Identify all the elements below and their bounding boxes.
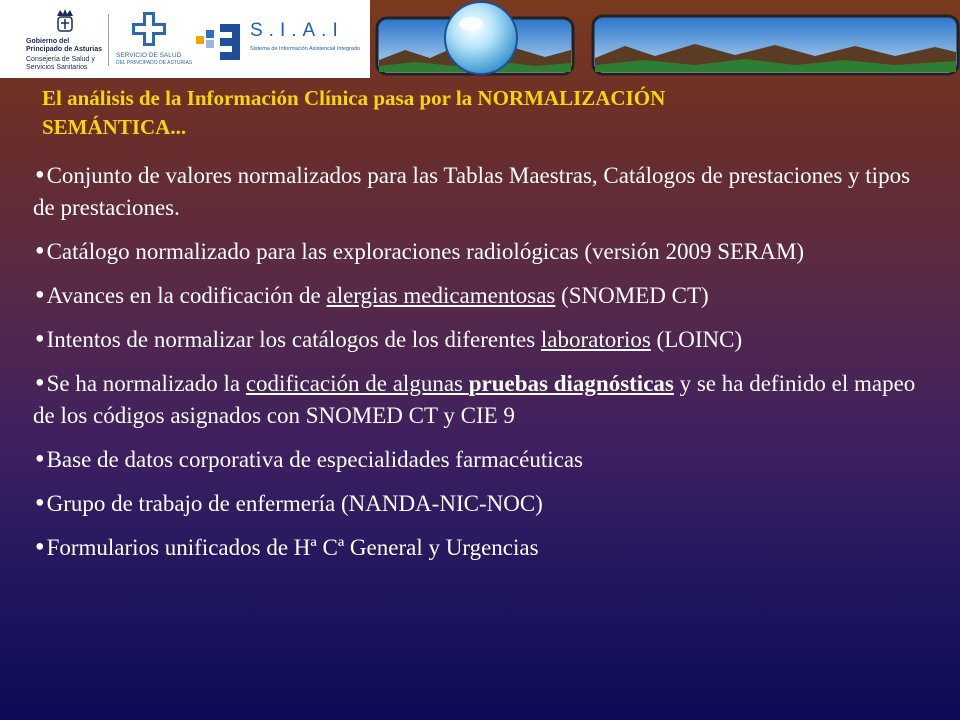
bullet-item — [33, 488, 933, 520]
title-line-1: El análisis de la Información Clínica pasa por la NORMALIZACIÓN — [42, 86, 666, 110]
bullet-item — [33, 324, 933, 356]
bullet-dot: • — [33, 239, 47, 265]
slide-title — [42, 84, 902, 142]
title-line-2: SEMÁNTICA... — [42, 115, 187, 139]
logo-consejeria-text: Consejería de Salud y Servicios Sanitarios — [26, 56, 95, 71]
bullet-text: Se ha normalizado la — [46, 371, 246, 396]
bullet-underlined-text: codificación de algunas — [245, 371, 469, 396]
gobierno-asturias-logo — [26, 8, 104, 72]
bullet-list — [33, 160, 933, 576]
bullet-item — [33, 532, 933, 564]
bullet-underlined-text: laboratorios — [540, 327, 651, 352]
sespa-logo — [116, 12, 196, 72]
header-logos — [0, 0, 370, 78]
bullet-dot: • — [33, 371, 47, 397]
bullet-text: Grupo de trabajo de enfermería (NANDA-NIC-NOC) — [46, 491, 543, 516]
bullet-dot: • — [33, 327, 47, 353]
bullet-item — [33, 368, 933, 432]
siai-logo — [196, 16, 368, 66]
logo-sespa-text: SERVICIO DE SALUD — [116, 52, 182, 59]
bullet-text: Base de datos corporativa de especialidades farmacéuticas — [46, 447, 583, 472]
bullet-text: Avances en la codificación de — [46, 283, 327, 308]
bullet-text: Formularios unificados de Hª Cª General y Urgencias — [46, 535, 539, 560]
bullet-item — [33, 280, 933, 312]
bullet-dot: • — [33, 535, 47, 561]
bullet-text: y se ha definido el mapeo de los códigos asignados con SNOMED CT y CIE 9 — [33, 371, 916, 428]
bullet-underlined-text: alergias medicamentosas — [326, 283, 556, 308]
bullet-dot: • — [33, 163, 47, 189]
bullet-item — [33, 236, 933, 268]
siai-subtitle: Sistema de Información Asistencial Integrado — [250, 46, 361, 52]
bullet-dot: • — [33, 491, 47, 517]
cross-icon — [132, 12, 166, 46]
bullet-text: (SNOMED CT) — [555, 283, 709, 308]
siai-title: S.I.A.I — [250, 20, 344, 41]
siai-mark-icon — [196, 22, 242, 62]
bullet-item — [33, 444, 933, 476]
landscape-banner-image — [375, 0, 960, 80]
bullet-dot: • — [33, 283, 47, 309]
bullet-text: Catálogo normalizado para las exploraciones radiológicas (versión 2009 SERAM) — [46, 239, 805, 264]
bullet-dot: • — [33, 447, 47, 473]
bullet-text: (LOINC) — [650, 327, 743, 352]
bullet-bold-underlined-text: pruebas diagnósticas — [468, 371, 674, 396]
logo-gobierno-text: Gobierno del Principado de Asturias — [26, 38, 102, 53]
bullet-item — [33, 160, 933, 224]
logo-sespa-sub: DEL PRINCIPADO DE ASTURIAS — [116, 60, 193, 66]
crown-icon — [54, 8, 76, 34]
bullet-text: Conjunto de valores normalizados para las Tablas Maestras, Catálogos de prestaciones y tipos de prestaciones. — [33, 163, 911, 220]
bullet-text: Intentos de normalizar los catálogos de los diferentes — [46, 327, 541, 352]
logo-divider — [108, 14, 109, 66]
